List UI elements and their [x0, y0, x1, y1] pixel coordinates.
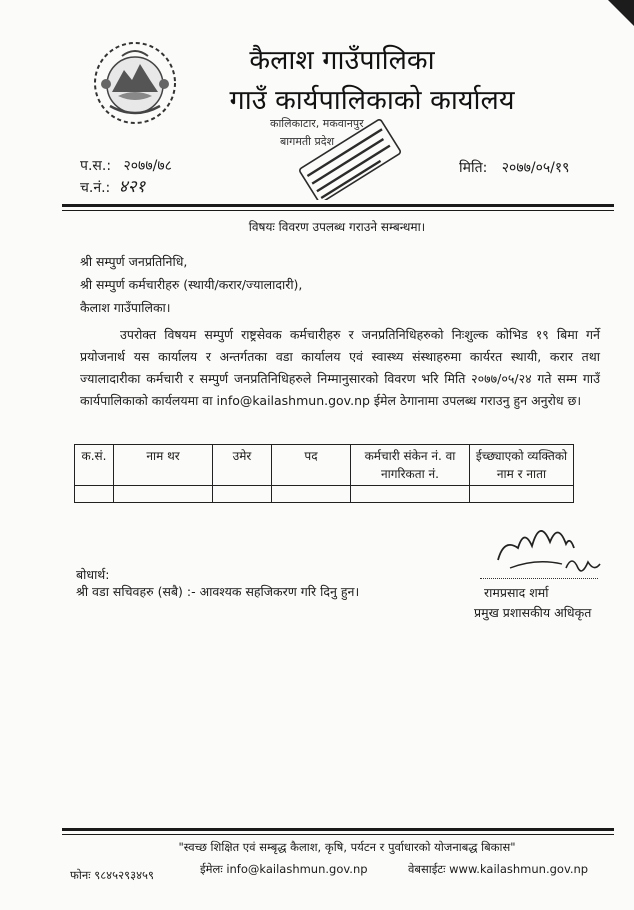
recipient-line: कैलाश गाउँपालिका।: [80, 300, 171, 315]
recipient-line: श्री सम्पुर्ण कर्मचारीहरु (स्थायी/करार/ज्यालादारी),: [80, 277, 303, 292]
corner-fold: [608, 0, 634, 26]
footer-divider-thin: [62, 834, 614, 835]
date-block: [459, 158, 569, 177]
footer-phone: [70, 868, 154, 883]
col-post: पद: [272, 445, 351, 486]
signatory-title: प्रमुख प्रशासकीय अधिकृत: [474, 605, 592, 620]
footer-divider: [62, 828, 614, 831]
date-label: मिति:: [459, 160, 488, 176]
header-divider: [62, 204, 614, 207]
reference-block: [80, 156, 172, 199]
col-nominee: ईच्छ्याएको व्यक्तिको नाम र नाता: [470, 445, 574, 486]
cc-line: श्री वडा सचिवहरु (सबै) :- आवश्यक सहजिकरण गरि दिनु हुन।: [76, 584, 360, 599]
ps-label: प.स.:: [80, 158, 112, 174]
subject-line: विषयः विवरण उपलब्ध गराउने सम्बन्धमा।: [248, 220, 426, 234]
header-divider-thin: [62, 210, 614, 211]
footer-email: [200, 862, 368, 877]
cn-value: ४२१: [118, 177, 146, 197]
email-value: info@kailashmun.gov.np: [226, 862, 368, 876]
recipients-block: [80, 250, 302, 319]
footer-website: [408, 862, 588, 877]
office-motto: "स्वच्छ शिक्षित एवं सम्बृद्ध कैलाश, कृषि, पर्यटन र पुर्वाधारको योजनाबद्ध बिकास": [178, 840, 516, 854]
web-value: www.kailashmun.gov.np: [449, 862, 589, 876]
table-header-row: [75, 445, 574, 486]
handwritten-signature-icon: [466, 508, 616, 588]
address-line-2: बागमती प्रदेश: [280, 135, 335, 148]
cc-label: बोधार्थ:: [76, 567, 110, 582]
office-name: कैलाश गाउँपालिका: [249, 45, 435, 76]
phone-label: फोनः: [70, 868, 91, 882]
address-line-1: कालिकाटार, मकवानपुर: [270, 117, 364, 130]
office-stamp-icon: [282, 116, 410, 200]
col-serial: क.सं.: [75, 445, 114, 486]
email-label: ईमेलः: [200, 862, 223, 876]
signatory-name: रामप्रसाद शर्मा: [484, 585, 549, 600]
letter-body: उपरोक्त विषयम सम्पुर्ण राष्ट्रसेवक कर्मचारीहरु र जनप्रतिनिधिहरुको निःशुल्क कोभिड १९ बिमा गर्ने प्रयोजनार्थ यस कार्यालय र अन्तर्गतका वडा कार्यालय एवं स्वास्थ्य संस्थाहरुमा कार्यरत स्थायी, करार तथा ज्यालादारीका कर्मचारी र सम्पुर्ण जनप्रतिनिधिहरुले निम्मानुसारको विवरण भरि मिति २०७७/०५/२४ गते सम्म गाउँ कार्यपालिकाको कार्यलयमा वा info@kailashmun.gov.np ईमेल ठेगानामा उपलब्ध गराउनु हुन अनुरोध छ।: [80, 327, 600, 408]
col-age: उमेर: [213, 445, 272, 486]
office-subtitle: गाउँ कार्यपालिकाको कार्यालय: [229, 85, 515, 116]
table-row: [75, 486, 574, 503]
signature-line: [480, 578, 598, 579]
date-value: २०७७/०५/१९: [501, 160, 570, 176]
details-table: [74, 444, 574, 503]
ps-value: २०७७/७८: [123, 158, 172, 174]
web-label: वेबसाईटः: [408, 862, 446, 876]
col-id-number: कर्मचारी संकेन नं. वा नागरिकता नं.: [351, 445, 470, 486]
cn-label: च.नं.:: [80, 180, 111, 196]
phone-value: ९८४५२९३४५९: [94, 868, 155, 882]
recipient-line: श्री सम्पुर्ण जनप्रतिनिधि,: [80, 254, 188, 269]
col-name: नाम थर: [114, 445, 213, 486]
